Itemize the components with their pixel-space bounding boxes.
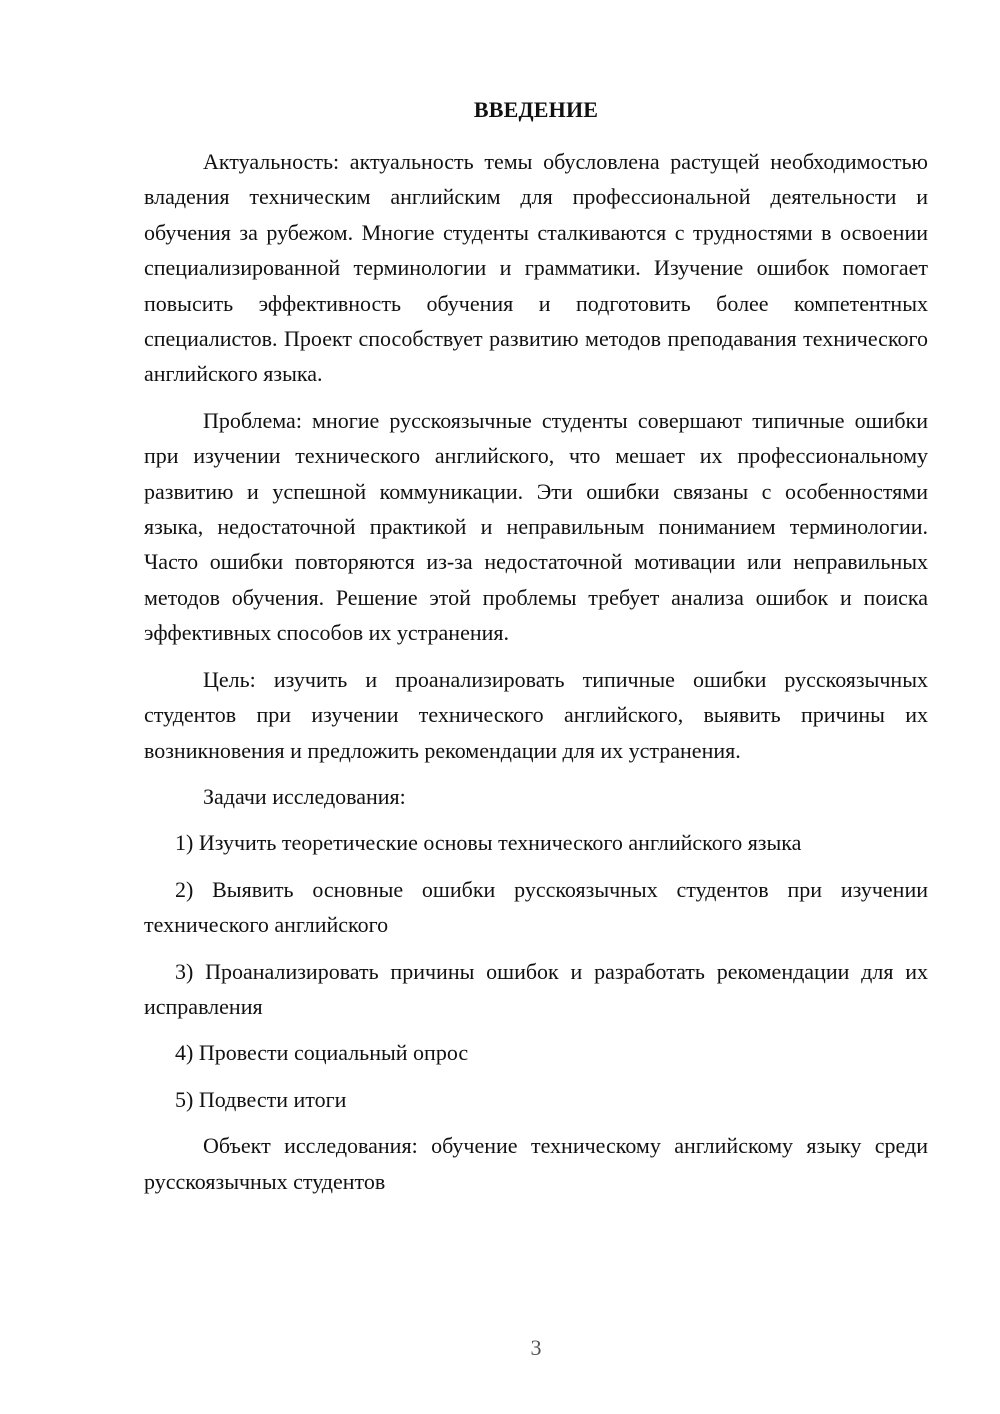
section-heading: ВВЕДЕНИЕ <box>473 97 599 122</box>
list-item: 3) Проанализировать причины ошибок и разработать рекомендации для их исправления <box>144 958 928 1019</box>
paragraph-goal: Цель: изучить и проанализировать типичные ошибки русскоязычных студентов при изучении технического английского, выявить причины их возникновения и предложить рекомендации для их устранения. <box>144 666 928 763</box>
tasks-list <box>144 825 928 1117</box>
paragraph-tasks-intro: Задачи исследования: <box>203 783 406 809</box>
list-item: 5) Подвести итоги <box>175 1086 347 1112</box>
paragraph-problem: Проблема: многие русскоязычные студенты совершают типичные ошибки при изучении технического английского, что мешает их профессиональному развитию и успешной коммуникации. Эти ошибки связаны с особенностями языка, недостаточной практикой и неправильным пониманием терминологии. Часто ошибки повторяются из-за недостаточной мотивации или неправильных методов обучения. Решение этой проблемы требует анализа ошибок и поиска эффективных способов их устранения. <box>144 407 928 646</box>
paragraph-object: Объект исследования: обучение техническому английскому языку среди русскоязычных студентов <box>144 1133 928 1194</box>
page-number: 3 <box>530 1335 542 1360</box>
list-item: 2) Выявить основные ошибки русскоязычных студентов при изучении технического английского <box>144 876 928 938</box>
list-item: 1) Изучить теоретические основы технического английского языка <box>175 830 802 856</box>
paragraph-relevance: Актуальность: актуальность темы обусловлена растущей необходимостью владения техническим английским для профессиональной деятельности и обучения за рубежом. Многие студенты сталкиваются с трудностями в освоении специализированной терминологии и грамматики. Изучение ошибок помогает повысить эффективность обучения и подготовить более компетентных специалистов. Проект способствует развитию методов преподавания технического английского языка. <box>144 149 928 387</box>
list-item: 4) Провести социальный опрос <box>175 1040 469 1066</box>
document-page <box>144 96 928 1210</box>
